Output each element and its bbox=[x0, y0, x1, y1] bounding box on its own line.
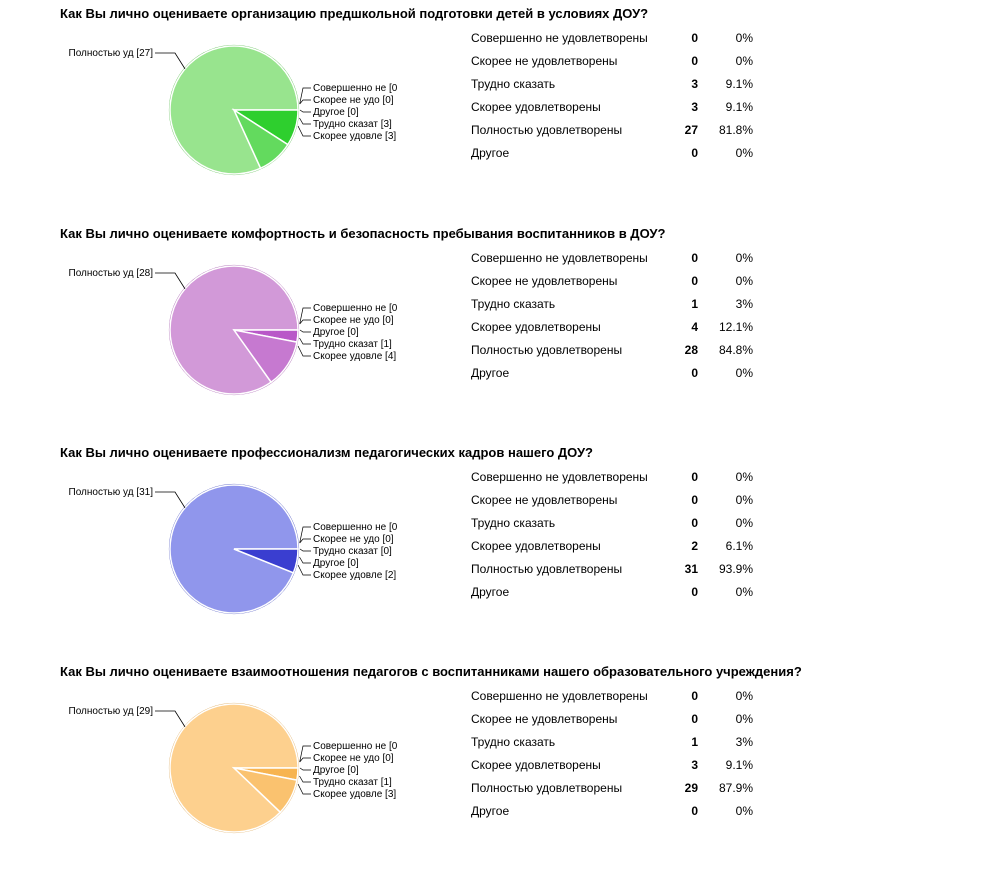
pie-leader-5 bbox=[298, 126, 311, 136]
answer-percent: 0% bbox=[735, 515, 753, 530]
answer-row bbox=[465, 315, 753, 338]
answer-label: Полностью удовлетворены bbox=[471, 561, 623, 576]
answer-count: 3 bbox=[691, 76, 698, 91]
answer-count: 0 bbox=[691, 365, 698, 380]
answer-percent: 87.9% bbox=[718, 780, 753, 795]
pie-label-4: Трудно сказат [3] bbox=[313, 119, 392, 130]
answer-label: Трудно сказать bbox=[471, 515, 556, 530]
answer-count: 0 bbox=[691, 469, 698, 484]
answer-percent: 0% bbox=[735, 584, 753, 599]
question-section-4 bbox=[0, 658, 996, 878]
pie-leader-2 bbox=[300, 758, 311, 762]
answer-label: Другое bbox=[471, 803, 510, 818]
answer-count: 1 bbox=[691, 734, 698, 749]
answer-label: Скорее удовлетворены bbox=[471, 757, 601, 772]
answer-percent: 9.1% bbox=[725, 99, 753, 114]
answer-row bbox=[465, 511, 753, 534]
pie-label-3: Другое [0] bbox=[313, 327, 359, 338]
pie-leader-5 bbox=[298, 784, 311, 794]
answer-row bbox=[465, 49, 753, 72]
pie-label-main: Полностью уд [28] bbox=[68, 268, 153, 279]
answer-percent: 0% bbox=[735, 250, 753, 265]
pie-label-2: Скорее не удо [0] bbox=[313, 95, 394, 106]
answer-row bbox=[465, 141, 753, 164]
pie-label-5: Скорее удовле [3] bbox=[313, 131, 397, 142]
answer-percent: 0% bbox=[735, 30, 753, 45]
pie-leader-2 bbox=[300, 100, 311, 104]
answer-count: 3 bbox=[691, 99, 698, 114]
answer-percent: 9.1% bbox=[725, 757, 753, 772]
pie-leader-3 bbox=[300, 110, 311, 112]
question-title: Как Вы лично оцениваете организацию предшкольной подготовки детей в условиях ДОУ? bbox=[60, 6, 649, 21]
answer-label: Трудно сказать bbox=[471, 76, 556, 91]
answer-percent: 3% bbox=[735, 296, 753, 311]
pie-chart bbox=[0, 0, 470, 220]
pie-leader-4 bbox=[300, 118, 312, 124]
pie-leader-main bbox=[155, 53, 185, 69]
pie-leader-3 bbox=[300, 549, 311, 551]
answer-row bbox=[465, 557, 753, 580]
answer-row bbox=[465, 269, 753, 292]
answer-percent: 0% bbox=[735, 469, 753, 484]
answer-percent: 12.1% bbox=[718, 319, 753, 334]
answer-count: 0 bbox=[691, 30, 698, 45]
answer-label: Трудно сказать bbox=[471, 734, 556, 749]
answer-count: 0 bbox=[691, 273, 698, 288]
answer-count: 4 bbox=[691, 319, 698, 334]
pie-label-3: Другое [0] bbox=[313, 107, 359, 118]
answer-count: 3 bbox=[691, 757, 698, 772]
answer-label: Совершенно не удовлетворены bbox=[471, 688, 648, 703]
answer-percent: 3% bbox=[735, 734, 753, 749]
answer-count: 1 bbox=[691, 296, 698, 311]
answer-row bbox=[465, 776, 753, 799]
answer-row bbox=[465, 72, 753, 95]
answer-row bbox=[465, 730, 753, 753]
pie-slices bbox=[170, 704, 298, 832]
answer-row bbox=[465, 246, 753, 269]
answer-count: 0 bbox=[691, 53, 698, 68]
pie-label-1: Совершенно не [0 bbox=[313, 741, 398, 752]
pie-leader-5 bbox=[298, 565, 311, 575]
answer-percent: 84.8% bbox=[718, 342, 753, 357]
pie-label-3: Другое [0] bbox=[313, 765, 359, 776]
answers-table bbox=[465, 246, 753, 384]
answer-count: 0 bbox=[691, 515, 698, 530]
question-section-2 bbox=[0, 220, 996, 440]
answer-count: 0 bbox=[691, 688, 698, 703]
pie-label-1: Совершенно не [0 bbox=[313, 522, 398, 533]
answer-percent: 81.8% bbox=[718, 122, 753, 137]
pie-label-4: Трудно сказат [1] bbox=[313, 777, 392, 788]
answer-label: Скорее не удовлетворены bbox=[471, 273, 618, 288]
answer-row bbox=[465, 95, 753, 118]
answer-label: Скорее удовлетворены bbox=[471, 538, 601, 553]
answer-percent: 9.1% bbox=[725, 76, 753, 91]
pie-label-2: Скорее не удо [0] bbox=[313, 315, 394, 326]
answer-percent: 0% bbox=[735, 273, 753, 288]
answer-label: Другое bbox=[471, 145, 510, 160]
answer-percent: 93.9% bbox=[718, 561, 753, 576]
answer-label: Совершенно не удовлетворены bbox=[471, 250, 648, 265]
answer-label: Другое bbox=[471, 584, 510, 599]
pie-label-main: Полностью уд [31] bbox=[68, 487, 153, 498]
answer-percent: 6.1% bbox=[725, 538, 753, 553]
pie-leader-4 bbox=[300, 338, 312, 344]
pie-leader-3 bbox=[300, 330, 311, 332]
pie-label-4: Другое [0] bbox=[313, 558, 359, 569]
answer-count: 0 bbox=[691, 803, 698, 818]
pie-leader-4 bbox=[300, 776, 312, 782]
answer-label: Скорее не удовлетворены bbox=[471, 492, 618, 507]
answer-row bbox=[465, 684, 753, 707]
answer-row bbox=[465, 753, 753, 776]
answer-percent: 0% bbox=[735, 365, 753, 380]
answer-label: Скорее не удовлетворены bbox=[471, 711, 618, 726]
answer-row bbox=[465, 118, 753, 141]
pie-label-main: Полностью уд [27] bbox=[68, 48, 153, 59]
answer-count: 27 bbox=[684, 122, 698, 137]
answer-row bbox=[465, 361, 753, 384]
answer-percent: 0% bbox=[735, 688, 753, 703]
answer-count: 0 bbox=[691, 145, 698, 160]
question-title: Как Вы лично оцениваете взаимоотношения педагогов с воспитанниками нашего образовательного учреждения? bbox=[60, 664, 802, 679]
answer-label: Полностью удовлетворены bbox=[471, 122, 623, 137]
answer-row bbox=[465, 26, 753, 49]
answer-count: 2 bbox=[691, 538, 698, 553]
answer-label: Скорее удовлетворены bbox=[471, 99, 601, 114]
answer-label: Полностью удовлетворены bbox=[471, 342, 623, 357]
pie-label-4: Трудно сказат [1] bbox=[313, 339, 392, 350]
answers-table bbox=[465, 26, 753, 164]
question-section-3 bbox=[0, 439, 996, 659]
pie-chart bbox=[0, 439, 470, 659]
answer-row bbox=[465, 534, 753, 557]
pie-label-1: Совершенно не [0 bbox=[313, 83, 398, 94]
pie-leader-main bbox=[155, 711, 185, 727]
answer-percent: 0% bbox=[735, 145, 753, 160]
answer-percent: 0% bbox=[735, 492, 753, 507]
question-title: Как Вы лично оцениваете комфортность и безопасность пребывания воспитанников в ДОУ? bbox=[60, 226, 666, 241]
pie-chart bbox=[0, 658, 470, 878]
answer-label: Скорее удовлетворены bbox=[471, 319, 601, 334]
answer-row bbox=[465, 338, 753, 361]
answer-row bbox=[465, 707, 753, 730]
pie-label-1: Совершенно не [0 bbox=[313, 303, 398, 314]
answer-percent: 0% bbox=[735, 711, 753, 726]
pie-label-5: Скорее удовле [4] bbox=[313, 351, 397, 362]
pie-label-2: Скорее не удо [0] bbox=[313, 534, 394, 545]
answer-count: 0 bbox=[691, 711, 698, 726]
answer-label: Совершенно не удовлетворены bbox=[471, 469, 648, 484]
answer-percent: 0% bbox=[735, 53, 753, 68]
question-title: Как Вы лично оцениваете профессионализм педагогических кадров нашего ДОУ? bbox=[60, 445, 593, 460]
answer-label: Полностью удовлетворены bbox=[471, 780, 623, 795]
answer-count: 31 bbox=[684, 561, 698, 576]
pie-label-2: Скорее не удо [0] bbox=[313, 753, 394, 764]
answer-label: Другое bbox=[471, 365, 510, 380]
answer-count: 0 bbox=[691, 584, 698, 599]
answer-count: 28 bbox=[684, 342, 698, 357]
pie-leader-5 bbox=[298, 346, 311, 356]
pie-label-5: Скорее удовле [2] bbox=[313, 570, 397, 581]
answer-label: Скорее не удовлетворены bbox=[471, 53, 618, 68]
answer-count: 0 bbox=[691, 492, 698, 507]
pie-leader-main bbox=[155, 273, 185, 289]
pie-leader-2 bbox=[300, 539, 311, 543]
pie-slices bbox=[170, 46, 298, 174]
answer-percent: 0% bbox=[735, 803, 753, 818]
question-section-1 bbox=[0, 0, 996, 220]
answer-row bbox=[465, 465, 753, 488]
answer-count: 29 bbox=[684, 780, 698, 795]
pie-slices bbox=[170, 485, 298, 613]
answer-label: Трудно сказать bbox=[471, 296, 556, 311]
answer-label: Совершенно не удовлетворены bbox=[471, 30, 648, 45]
pie-label-main: Полностью уд [29] bbox=[68, 706, 153, 717]
pie-label-3: Трудно сказат [0] bbox=[313, 546, 392, 557]
pie-slices bbox=[170, 266, 298, 394]
answer-row bbox=[465, 799, 753, 822]
pie-leader-3 bbox=[300, 768, 311, 770]
answers-table bbox=[465, 465, 753, 603]
pie-leader-2 bbox=[300, 320, 311, 324]
pie-chart bbox=[0, 220, 470, 440]
pie-label-5: Скорее удовле [3] bbox=[313, 789, 397, 800]
answer-row bbox=[465, 488, 753, 511]
pie-leader-4 bbox=[300, 557, 312, 563]
answer-count: 0 bbox=[691, 250, 698, 265]
pie-leader-main bbox=[155, 492, 185, 508]
answer-row bbox=[465, 580, 753, 603]
answer-row bbox=[465, 292, 753, 315]
answers-table bbox=[465, 684, 753, 822]
